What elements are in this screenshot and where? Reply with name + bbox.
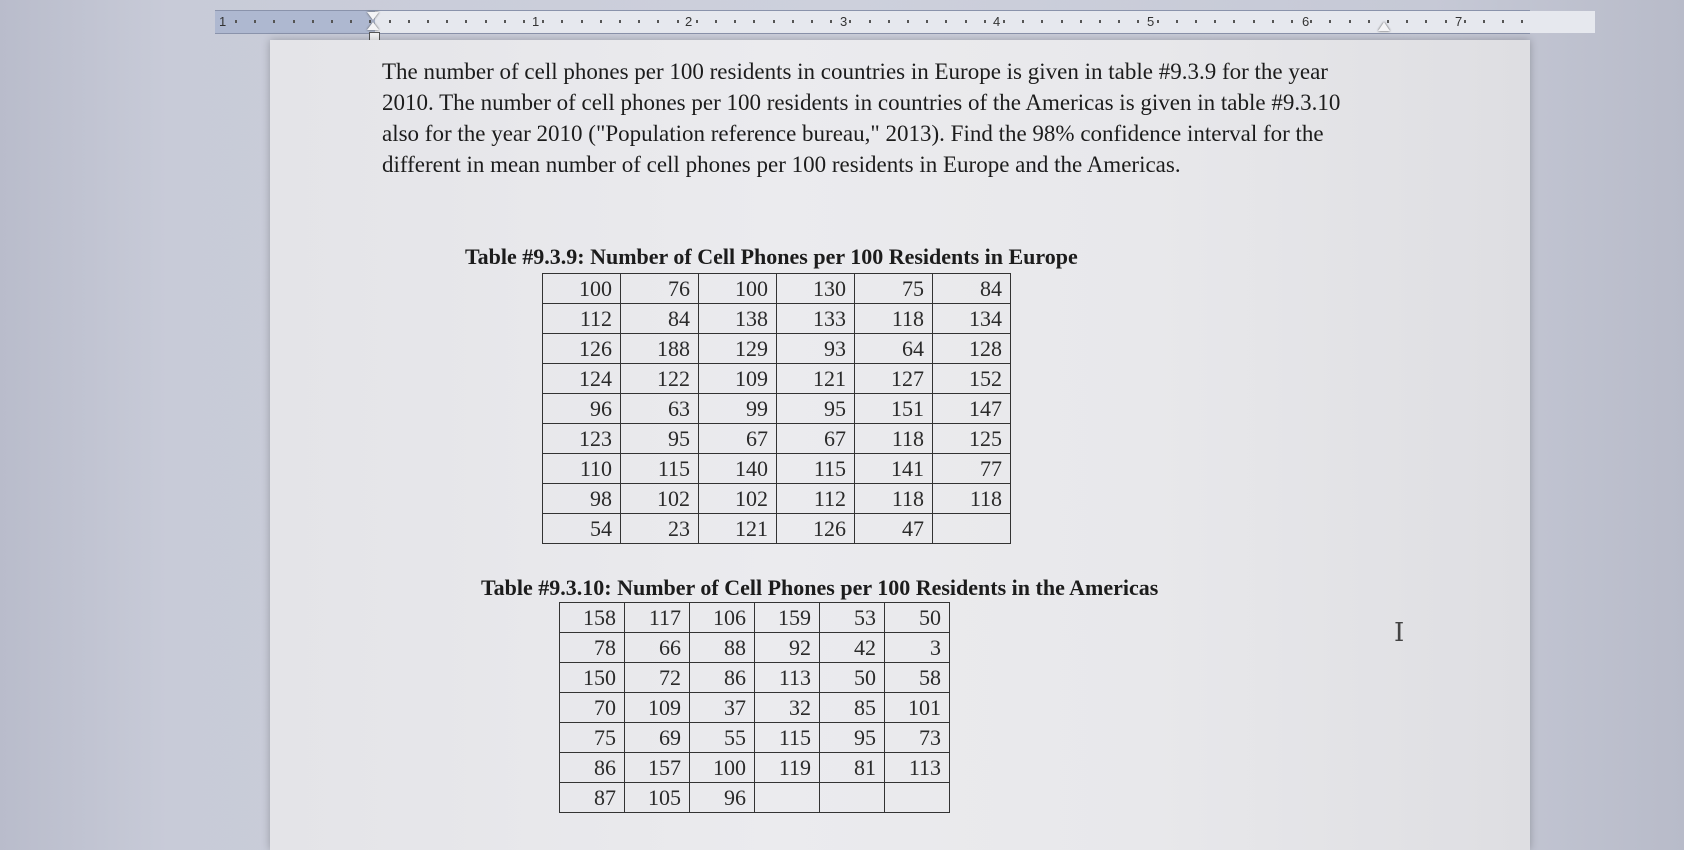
europe-table-cell: 152: [933, 364, 1011, 394]
ruler-number: 1: [219, 14, 227, 29]
ruler-tick: [696, 20, 698, 23]
americas-table-cell: [755, 783, 820, 813]
europe-table-cell: 147: [933, 394, 1011, 424]
europe-table-cell: 140: [699, 454, 777, 484]
americas-table-cell: 73: [885, 723, 950, 753]
ruler-tick: [657, 20, 659, 23]
europe-table-row: [543, 454, 1011, 484]
europe-table-cell: 76: [621, 274, 699, 304]
europe-table-cell: 115: [777, 454, 855, 484]
ruler-tick: [1137, 20, 1139, 23]
europe-table-cell: 129: [699, 334, 777, 364]
americas-table-cell: 113: [755, 663, 820, 693]
ruler-tick: [427, 20, 429, 23]
ruler-tick: [1061, 20, 1063, 23]
europe-table-cell: 123: [543, 424, 621, 454]
ruler-tick: [1176, 20, 1178, 23]
ruler-tick: [1329, 20, 1331, 23]
americas-table-cell: 78: [560, 633, 625, 663]
ruler-tick: [619, 20, 621, 23]
europe-table-cell: 127: [855, 364, 933, 394]
ruler-tick: [849, 20, 851, 23]
ruler-tick: [350, 20, 352, 23]
ruler-tick: [561, 20, 563, 23]
americas-table-cell: 158: [560, 603, 625, 633]
europe-table-cell: 54: [543, 514, 621, 544]
ruler-tick: [293, 20, 295, 23]
americas-table-row: [560, 783, 950, 813]
americas-table-row: [560, 633, 950, 663]
europe-table: [542, 273, 1011, 544]
americas-table: [559, 602, 950, 813]
europe-table-row: [543, 394, 1011, 424]
ruler-tick: [773, 20, 775, 23]
ruler-tick: [1310, 20, 1312, 23]
europe-table-row: [543, 364, 1011, 394]
americas-table-cell: 101: [885, 693, 950, 723]
europe-table-cell: 188: [621, 334, 699, 364]
europe-table-cell: 109: [699, 364, 777, 394]
americas-table-cell: 115: [755, 723, 820, 753]
americas-table-cell: 157: [625, 753, 690, 783]
europe-table-cell: 102: [621, 484, 699, 514]
europe-table-cell: 63: [621, 394, 699, 424]
europe-table-cell: 64: [855, 334, 933, 364]
ruler-tick: [1464, 20, 1466, 23]
americas-table-cell: 109: [625, 693, 690, 723]
europe-table-cell: 99: [699, 394, 777, 424]
europe-table-cell: 141: [855, 454, 933, 484]
ruler-number: 3: [840, 14, 848, 29]
americas-table-cell: [885, 783, 950, 813]
europe-table-cell: 134: [933, 304, 1011, 334]
ruler-tick: [734, 20, 736, 23]
europe-table-cell: 118: [855, 484, 933, 514]
americas-table-cell: 150: [560, 663, 625, 693]
americas-table-cell: 75: [560, 723, 625, 753]
europe-table-row: [543, 514, 1011, 544]
europe-table-cell: 102: [699, 484, 777, 514]
europe-table-row: [543, 484, 1011, 514]
americas-table-cell: 53: [820, 603, 885, 633]
europe-table-cell: 100: [543, 274, 621, 304]
americas-table-cell: 70: [560, 693, 625, 723]
ruler-tick: [1118, 20, 1120, 23]
ruler-tick: [331, 20, 333, 23]
text-cursor-icon: I: [1394, 618, 1405, 648]
americas-table-cell: 105: [625, 783, 690, 813]
europe-table-cell: 77: [933, 454, 1011, 484]
europe-table-cell: 93: [777, 334, 855, 364]
americas-table-cell: 119: [755, 753, 820, 783]
ruler-tick: [1041, 20, 1043, 23]
ruler-tick: [581, 20, 583, 23]
americas-table-cell: 113: [885, 753, 950, 783]
europe-table-cell: 138: [699, 304, 777, 334]
europe-table-row: [543, 424, 1011, 454]
europe-table-row: [543, 274, 1011, 304]
ruler-tick: [312, 20, 314, 23]
ruler-number: 1: [532, 14, 540, 29]
europe-table-cell: 118: [933, 484, 1011, 514]
europe-table-cell: 75: [855, 274, 933, 304]
americas-table-cell: 88: [690, 633, 755, 663]
europe-table-cell: 128: [933, 334, 1011, 364]
americas-table-cell: 86: [560, 753, 625, 783]
americas-table-cell: 81: [820, 753, 885, 783]
americas-table-row: [560, 603, 950, 633]
ruler-tick: [273, 20, 275, 23]
americas-table-cell: 66: [625, 633, 690, 663]
ruler-number: 6: [1302, 14, 1310, 29]
ruler-number: 5: [1147, 14, 1155, 29]
ruler-tick: [235, 20, 237, 23]
ruler-tick: [1502, 20, 1504, 23]
ruler-tick: [888, 20, 890, 23]
europe-table-cell: 124: [543, 364, 621, 394]
americas-table-row: [560, 753, 950, 783]
ruler-tick: [811, 20, 813, 23]
americas-table-cell: 72: [625, 663, 690, 693]
ruler-tick: [254, 20, 256, 23]
europe-table-cell: 122: [621, 364, 699, 394]
ruler-tick: [1406, 20, 1408, 23]
americas-table-cell: 117: [625, 603, 690, 633]
ruler-tick: [830, 20, 832, 23]
americas-table-cell: 3: [885, 633, 950, 663]
europe-table-cell: 98: [543, 484, 621, 514]
ruler-number: 7: [1455, 14, 1463, 29]
ruler-tick: [638, 20, 640, 23]
americas-table-cell: 95: [820, 723, 885, 753]
ruler-tick: [1483, 20, 1485, 23]
americas-table-cell: 42: [820, 633, 885, 663]
ruler-tick: [1368, 20, 1370, 23]
americas-table-cell: 69: [625, 723, 690, 753]
ruler-tick: [907, 20, 909, 23]
ruler-tick: [753, 20, 755, 23]
americas-table-cell: 50: [885, 603, 950, 633]
americas-table-cell: [820, 783, 885, 813]
ruler-tick: [1272, 20, 1274, 23]
europe-table-cell: 112: [543, 304, 621, 334]
europe-table-caption: Table #9.3.9: Number of Cell Phones per 100 Residents in Europe: [465, 244, 1078, 269]
americas-table-row: [560, 723, 950, 753]
europe-table-cell: [933, 514, 1011, 544]
ruler-tick: [465, 20, 467, 23]
ruler-tick: [408, 20, 410, 23]
ruler-tick: [1099, 20, 1101, 23]
ruler-tick: [945, 20, 947, 23]
ruler-tick: [792, 20, 794, 23]
europe-table-row: [543, 304, 1011, 334]
europe-table-cell: 110: [543, 454, 621, 484]
europe-table-cell: 100: [699, 274, 777, 304]
europe-table-cell: 121: [699, 514, 777, 544]
americas-table-cell: 86: [690, 663, 755, 693]
problem-paragraph: The number of cell phones per 100 residents in countries in Europe is given in table #9.3.9 for the year 2010. The number of cell phones per 100 residents in countries of the Americas is given in table #9.3.10 also for the year 2010 ("Population reference bureau," 2013). Find the 98% confidence interval for the different in mean number of cell phones per 100 residents in Europe and the Americas.: [382, 59, 1341, 177]
ruler-tick: [600, 20, 602, 23]
right-indent-marker[interactable]: [1378, 22, 1390, 31]
ruler-tick: [965, 20, 967, 23]
ruler-tick: [542, 20, 544, 23]
europe-table-cell: 126: [777, 514, 855, 544]
americas-table-cell: 32: [755, 693, 820, 723]
americas-table-cell: 106: [690, 603, 755, 633]
ruler-tick: [523, 20, 525, 23]
americas-table-cell: 58: [885, 663, 950, 693]
ruler-tick: [1291, 20, 1293, 23]
europe-table-cell: 23: [621, 514, 699, 544]
ruler-tick: [504, 20, 506, 23]
europe-table-cell: 96: [543, 394, 621, 424]
europe-table-cell: 125: [933, 424, 1011, 454]
europe-table-cell: 95: [621, 424, 699, 454]
europe-table-cell: 84: [621, 304, 699, 334]
europe-table-cell: 84: [933, 274, 1011, 304]
ruler-tick: [1233, 20, 1235, 23]
ruler-tick: [926, 20, 928, 23]
ruler-tick: [1445, 20, 1447, 23]
ruler-tick: [1214, 20, 1216, 23]
ruler-tick: [984, 20, 986, 23]
americas-table-cell: 87: [560, 783, 625, 813]
americas-table-caption: Table #9.3.10: Number of Cell Phones per 100 Residents in the Americas: [481, 575, 1159, 600]
europe-table-cell: 67: [777, 424, 855, 454]
europe-table-cell: 130: [777, 274, 855, 304]
ruler-tick: [389, 20, 391, 23]
horizontal-ruler[interactable]: [215, 10, 1530, 34]
hanging-indent-marker[interactable]: [367, 22, 379, 30]
americas-table-cell: 55: [690, 723, 755, 753]
ruler-tick: [715, 20, 717, 23]
europe-table-cell: 118: [855, 424, 933, 454]
americas-table-row: [560, 693, 950, 723]
ruler-tick: [1022, 20, 1024, 23]
ruler-tick: [446, 20, 448, 23]
europe-table-cell: 118: [855, 304, 933, 334]
first-line-indent-marker[interactable]: [367, 12, 379, 20]
europe-table-cell: 121: [777, 364, 855, 394]
americas-table-cell: 96: [690, 783, 755, 813]
americas-table-cell: 50: [820, 663, 885, 693]
europe-table-row: [543, 334, 1011, 364]
americas-table-row: [560, 663, 950, 693]
ruler-tick: [677, 20, 679, 23]
americas-table-cell: 85: [820, 693, 885, 723]
ruler-number: 4: [993, 14, 1001, 29]
ruler-tick: [1253, 20, 1255, 23]
ruler-tick: [1349, 20, 1351, 23]
ruler-tick: [1080, 20, 1082, 23]
europe-table-cell: 151: [855, 394, 933, 424]
ruler-tick: [1003, 20, 1005, 23]
ruler-tick: [1157, 20, 1159, 23]
ruler-number: 2: [685, 14, 693, 29]
ruler-tick: [869, 20, 871, 23]
americas-table-cell: 92: [755, 633, 820, 663]
europe-table-cell: 47: [855, 514, 933, 544]
ruler-tick: [1195, 20, 1197, 23]
ruler-tick: [485, 20, 487, 23]
europe-table-cell: 95: [777, 394, 855, 424]
americas-table-cell: 100: [690, 753, 755, 783]
europe-table-cell: 67: [699, 424, 777, 454]
europe-table-cell: 133: [777, 304, 855, 334]
ruler-tick: [1425, 20, 1427, 23]
americas-table-cell: 159: [755, 603, 820, 633]
americas-table-cell: 37: [690, 693, 755, 723]
europe-table-cell: 126: [543, 334, 621, 364]
europe-table-cell: 115: [621, 454, 699, 484]
ruler-tick: [1521, 20, 1523, 23]
europe-table-cell: 112: [777, 484, 855, 514]
